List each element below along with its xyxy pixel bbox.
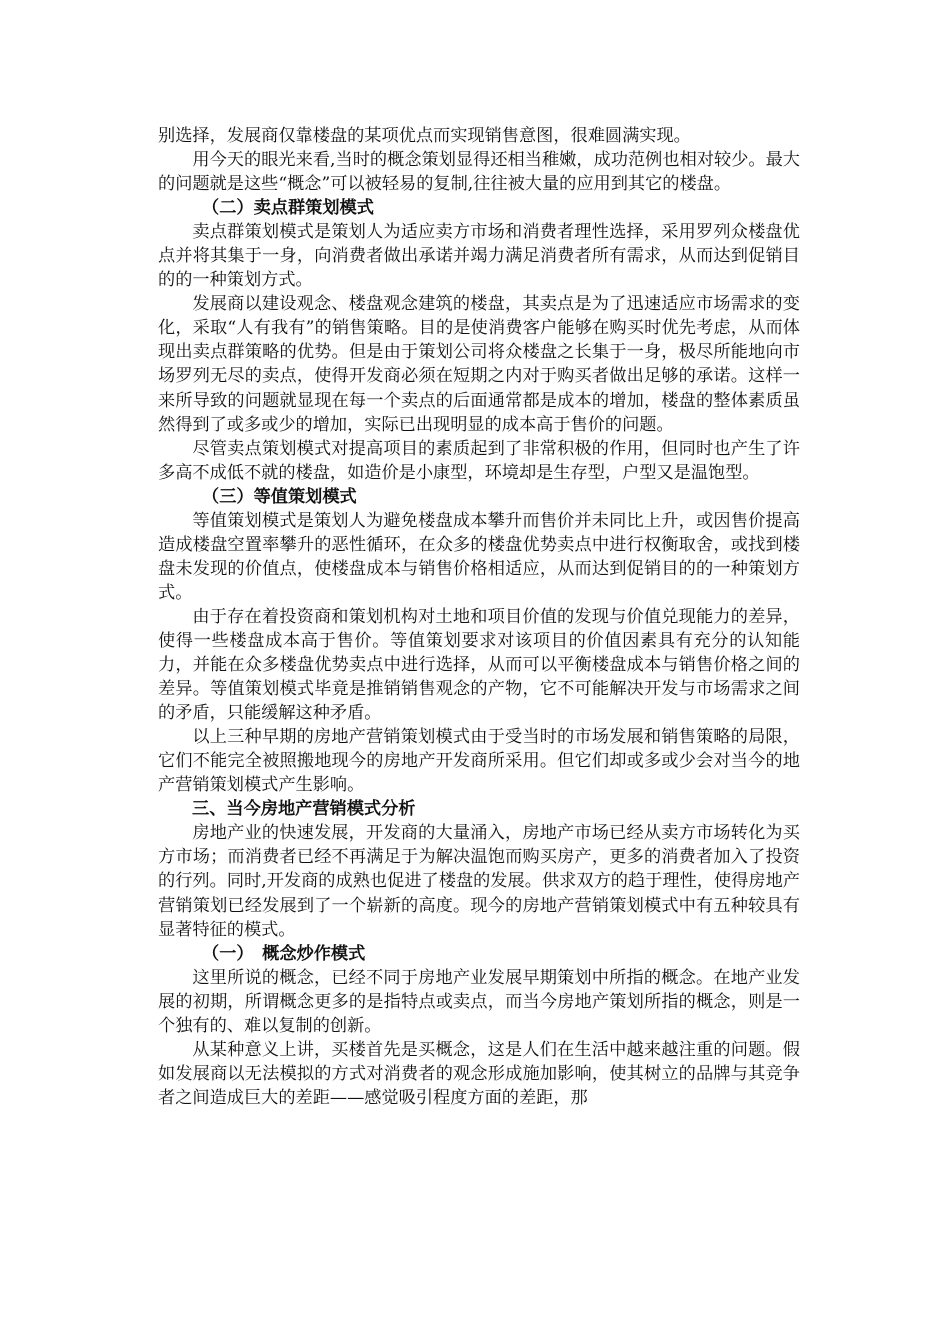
section-heading: （二）卖点群策划模式 [202, 198, 374, 219]
paragraph: 用今天的眼光来看,当时的概念策划显得还相当稚嫩，成功范例也相对较少。最大的问题就是这些“概念”可以被轻易的复制,往往被大量的应用到其它的楼盘。 [158, 150, 800, 195]
chapter-heading: 三、当今房地产营销模式分析 [192, 799, 416, 820]
document-page [158, 124, 800, 1110]
paragraph: 别选择，发展商仅靠楼盘的某项优点而实现销售意图，很难圆满实现。 [158, 126, 691, 146]
paragraph: 房地产业的快速发展，开发商的大量涌入，房地产市场已经从卖方市场转化为买方市场；而消费者已经不再满足于为解决温饱而购买房产，更多的消费者加入了投资的行列。同时,开发商的成熟也促进了楼盘的发展。供求双方的趋于理性，使得房地产营销策划已经发展到了一个崭新的高度。现今的房地产营销策划模式中有五种较具有显著特征的模式。 [158, 823, 800, 940]
paragraph: 从某种意义上讲，买楼首先是买概念，这是人们在生活中越来越注重的问题。假如发展商以无法模拟的方式对消费者的观念形成施加影响，使其树立的品牌与其竞争者之间造成巨大的差距——感觉吸引程度方面的差距，那 [158, 1039, 800, 1108]
section-heading: （一） 概念炒作模式 [202, 943, 366, 964]
section-heading: （三）等值策划模式 [202, 486, 357, 507]
paragraph: 卖点群策划模式是策划人为适应卖方市场和消费者理性选择，采用罗列众楼盘优点并将其集于一身，向消费者做出承诺并竭力满足消费者所有需求，从而达到促销目的的一种策划方式。 [158, 222, 800, 291]
paragraph: 这里所说的概念，已经不同于房地产业发展早期策划中所指的概念。在地产业发展的初期，所谓概念更多的是指特点或卖点，而当今房地产策划所指的概念，则是一个独有的、难以复制的创新。 [158, 967, 800, 1036]
paragraph: 以上三种早期的房地产营销策划模式由于受当时的市场发展和销售策略的局限，它们不能完全被照搬地现今的房地产开发商所采用。但它们却或多或少会对当今的地产营销策划模式产生影响。 [158, 727, 800, 796]
paragraph: 尽管卖点策划模式对提高项目的素质起到了非常积极的作用，但同时也产生了许多高不成低不就的楼盘，如造价是小康型，环境却是生存型，户型又是温饱型。 [158, 438, 800, 483]
paragraph: 由于存在着投资商和策划机构对土地和项目价值的发现与价值兑现能力的差异，使得一些楼盘成本高于售价。等值策划要求对该项目的价值因素具有充分的认知能力，并能在众多楼盘优势卖点中进行选择，从而可以平衡楼盘成本与销售价格之间的差异。等值策划模式毕竟是推销销售观念的产物，它不可能解决开发与市场需求之间的矛盾，只能缓解这种矛盾。 [158, 606, 800, 724]
paragraph: 等值策划模式是策划人为避免楼盘成本攀升而售价并未同比上升，或因售价提高造成楼盘空置率攀升的恶性循环，在众多的楼盘优势卖点中进行权衡取舍，或找到楼盘未发现的价值点，使楼盘成本与销售价格相适应，从而达到促销目的的一种策划方式。 [158, 510, 800, 603]
paragraph: 发展商以建设观念、楼盘观念建筑的楼盘，其卖点是为了迅速适应市场需求的变化，采取“人有我有”的销售策略。目的是使消费客户能够在购买时优先考虑，从而体现出卖点群策略的优势。但是由于策划公司将众楼盘之长集于一身，极尽所能地向市场罗列无尽的卖点，使得开发商必须在短期之内对于购买者做出足够的承诺。这样一来所导致的问题就显现在每一个卖点的后面通常都是成本的增加，楼盘的整体素质虽然得到了或多或少的增加，实际已出现明显的成本高于售价的问题。 [158, 294, 800, 435]
